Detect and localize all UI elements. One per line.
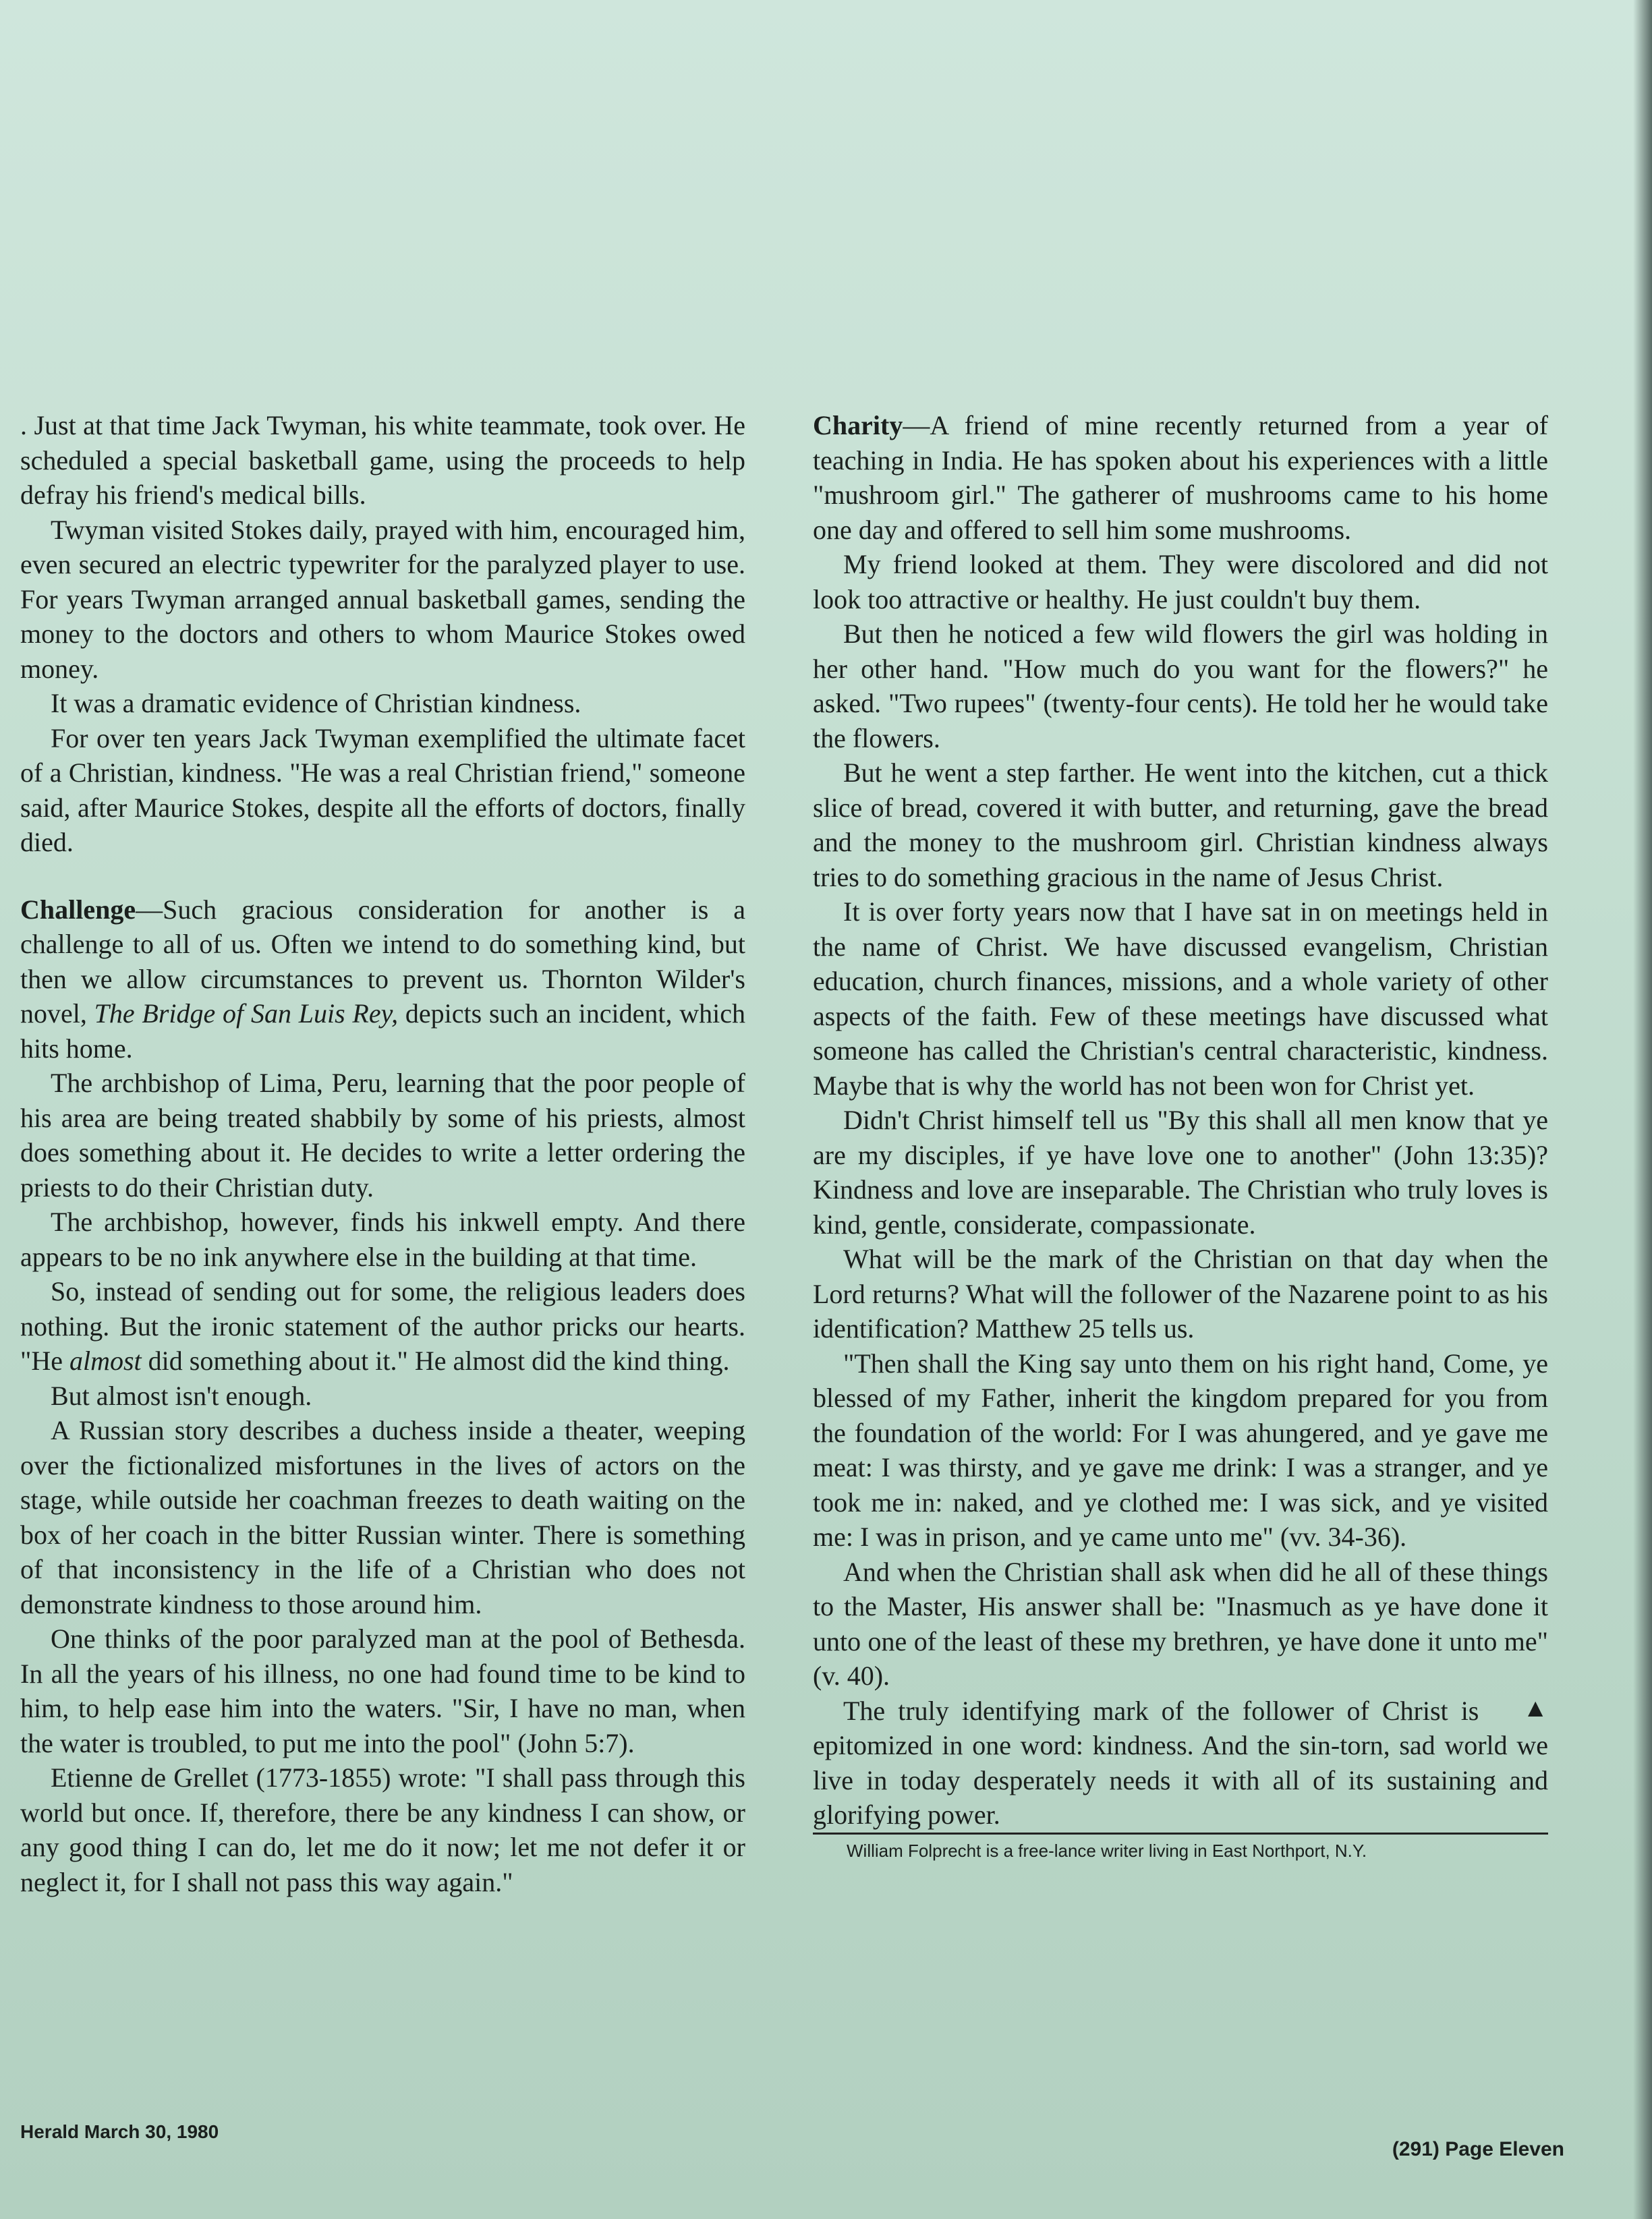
author-note: William Folprecht is a free-lance writer living in East Northport, N.Y. [813,1833,1548,1862]
paragraph: It is over forty years now that I have sat in on meetings held in the name of Christ. We have discussed evangelism, Christian education, church finances, missions, and a whole variety of other aspects of the faith. Few of these meetings have discussed what someone has called the Christian's central characteristic, kindness. Maybe that is why the world has not been won for Christ yet. [813,896,1548,1101]
paragraph-charity [813,408,1548,547]
paragraph: What will be the mark of the Christian on that day when the Lord returns? What will the follower of the Nazarene point to as his identification? Matthew 25 tells us. [813,1244,1548,1344]
paragraph: And when the Christian shall ask when did he all of these things to the Master, His answer shall be: "Inasmuch as ye have done it unto one of the least of these my brethren, ye have done it unto me" (v. 40). [813,1556,1548,1691]
paragraph: But almost isn't enough. [51,1380,312,1411]
paragraph [20,1274,745,1379]
text-segment: depicts such an incident, which hits home. [20,998,745,1064]
paragraph: But he went a step farther. He went into the kitchen, cut a thick slice of bread, covered it with butter, and returning, gave the bread and the money to the mushroom girl. Christian kindness always tries to do something gracious in the name of Jesus Christ. [813,757,1548,892]
paragraph: "Then shall the King say unto them on his right hand, Come, ye blessed of my Father, inherit the kingdom prepared for you from the foundation of the world: For I was ahungered, and ye gave me meat: I was thirsty, and ye gave me drink: I was a stranger, and ye took me in: naked, and ye clothed me: I was sick, and ye visited me: I was in prison, and ye came unto me" (vv. 34-36). [813,1348,1548,1552]
paragraph: The archbishop, however, finds his inkwell empty. And there appears to be no ink anywhere else in the building at that time. [20,1207,745,1272]
book-title: The Bridge of San Luis Rey, [94,998,399,1029]
paragraph: A Russian story describes a duchess inside a theater, weeping over the fictionalized misfortunes in the lives of actors on the stage, while outside her coachman freezes to death waiting on the box of her coach in the bitter Russian winter. There is something of that inconsistency in the life of a Christian who does not demonstrate kindness to those around him. [20,1415,745,1619]
paragraph: . Just at that time Jack Twyman, his white teammate, took over. He scheduled a special basketball game, using the proceeds to help defray his friend's medical bills. [20,410,745,510]
paragraph: But then he noticed a few wild flowers the girl was holding in her other hand. "How much do you want for the flowers?" he asked. "Two rupees" (twenty-four cents). He told her he would take the flowers. [813,618,1548,753]
paragraph: Etienne de Grellet (1773-1855) wrote: "I shall pass through this world but once. If, therefore, there be any kindness I can show, or any good thing I can do, let me do it now; let me not defer it or neglect it, for I shall not pass this way again." [20,1762,745,1897]
paragraph: It was a dramatic evidence of Christian kindness. [51,688,581,718]
paragraph: The archbishop of Lima, Peru, learning that the poor people of his area are being treated shabbily by some of his priests, almost does something about it. He decides to write a letter ordering the priests to do their Christian duty. [20,1068,745,1203]
paragraph: One thinks of the poor paralyzed man at the pool of Bethesda. In all the years of his illness, no one had found time to be kind to him, to help ease him into the waters. "Sir, I have no man, when the water is troubled, to put me into the pool" (John 5:7). [20,1623,745,1758]
section-lead-charity: Charity [813,410,903,440]
text-segment: did something about it." He almost did the kind thing. [141,1346,730,1376]
footer-publication-date: Herald March 30, 1980 [20,2121,219,2142]
footer-page-number: (291) Page Eleven [1392,2138,1564,2160]
section-lead-challenge: Challenge [20,894,136,925]
show-through-background [162,108,1241,391]
paragraph-final [813,1694,1548,1833]
text-segment: —Such gracious consideration for another is a challenge to all of us. Often we intend to do something kind, but then we allow circumstances to prevent us. Thornton Wilder's novel, [20,894,745,1029]
right-column [813,408,1548,1862]
end-triangle-icon: ▲ [1522,1694,1548,1723]
paragraph: Twyman visited Stokes daily, prayed with him, encouraged him, even secured an electric typewriter for the paralyzed player to use. For years Twyman arranged annual basketball games, sending the money to the doctors and others to whom Maurice Stokes owed money. [20,514,745,684]
text-segment: So, instead of sending out for some, the religious leaders does nothing. But the ironic statement of the author pricks our hearts. "He [20,1276,745,1376]
page-edge-shadow [1633,0,1652,2219]
paragraph-challenge [20,892,745,1066]
paragraph: For over ten years Jack Twyman exemplified the ultimate facet of a Christian, kindness. "He was a real Christian friend," someone said, after Maurice Stokes, despite all the efforts of doctors, finally died. [20,722,745,857]
emphasis: almost [69,1346,142,1376]
paragraph: My friend looked at them. They were discolored and did not look too attractive or healthy. He just couldn't buy them. [813,549,1548,614]
text-segment: The truly identifying mark of the follower of Christ is epitomized in one word: kindness. And the sin-torn, sad world we live in today desperately needs it with all of its sustaining and glorifying power. [813,1695,1548,1830]
text-segment: —A friend of mine recently returned from a year of teaching in India. He has spoken about his experiences with a little "mushroom girl." The gatherer of mushrooms came to his home one day and offered to sell him some mushrooms. [813,410,1548,545]
paragraph: Didn't Christ himself tell us "By this shall all men know that ye are my disciples, if ye have love one to another" (John 13:35)? Kindness and love are inseparable. The Christian who truly loves is kind, gentle, considerate, compassionate. [813,1105,1548,1240]
left-column [20,408,745,1899]
